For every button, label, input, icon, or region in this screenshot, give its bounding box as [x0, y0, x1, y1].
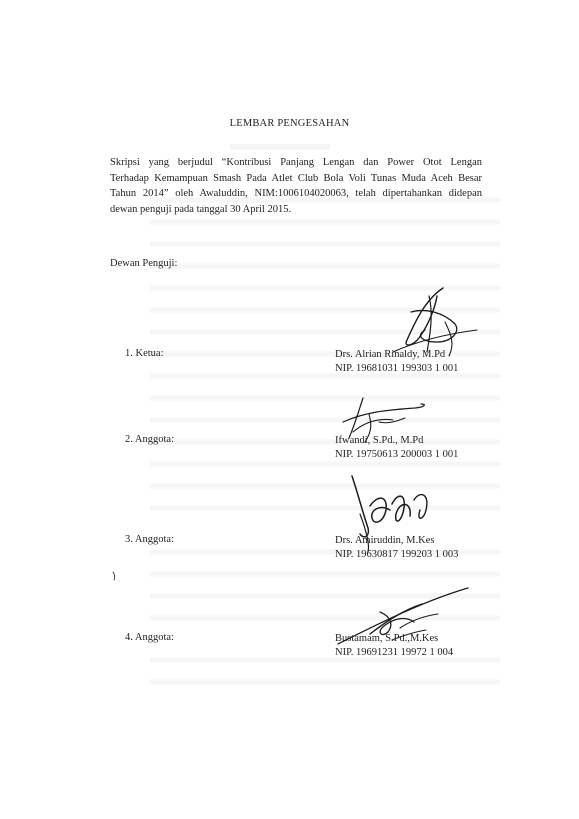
examiner-role: 1. Ketua: [125, 348, 164, 359]
examiner-name: Bustamam, S.Pd.,M.Kes [335, 633, 439, 644]
scan-mark [110, 570, 120, 582]
examiner-nip: NIP. 19681031 199303 1 001 [335, 362, 459, 374]
examiner-role: 2. Anggota: [125, 434, 174, 445]
paragraph-line: Skripsi yang berjudul “Kontribusi Panjang Lengan dan Power Otot Lengan [110, 157, 482, 168]
paragraph-line: dewan penguji pada tanggal 30 April 2015. [110, 203, 292, 215]
examiners-label: Dewan Penguji: [110, 258, 178, 269]
examiner-name: Drs. Amiruddin, M.Kes [335, 535, 435, 546]
examiner-name: Drs. Alrian Rinaldy, M.Pd [335, 349, 446, 360]
examiner-role: 3. Anggota: [125, 534, 174, 545]
paragraph-line: Tahun 2014” oleh Awaluddin, NIM:1006104020063, telah dipertahankan didepan [110, 188, 482, 199]
signature-4 [330, 582, 480, 662]
approval-paragraph [110, 155, 482, 217]
examiner-nip: NIP. 19691231 19972 1 004 [335, 646, 454, 658]
examiner-nip: NIP. 19750613 200003 1 001 [335, 448, 459, 460]
examiner-nip: NIP. 19630817 199203 1 003 [335, 548, 459, 560]
signature-2 [335, 392, 435, 452]
examiner-name: Ifwandi, S.Pd., M.Pd [335, 435, 424, 446]
paragraph-line: Terhadap Kemampuan Smash Pada Atlet Club Bola Voli Tunas Muda Aceh Besar [110, 172, 482, 184]
signature-3 [340, 470, 460, 555]
examiner-role: 4. Anggota: [125, 632, 174, 643]
signature-1 [385, 282, 485, 362]
page-title: LEMBAR PENGESAHAN [229, 118, 350, 129]
